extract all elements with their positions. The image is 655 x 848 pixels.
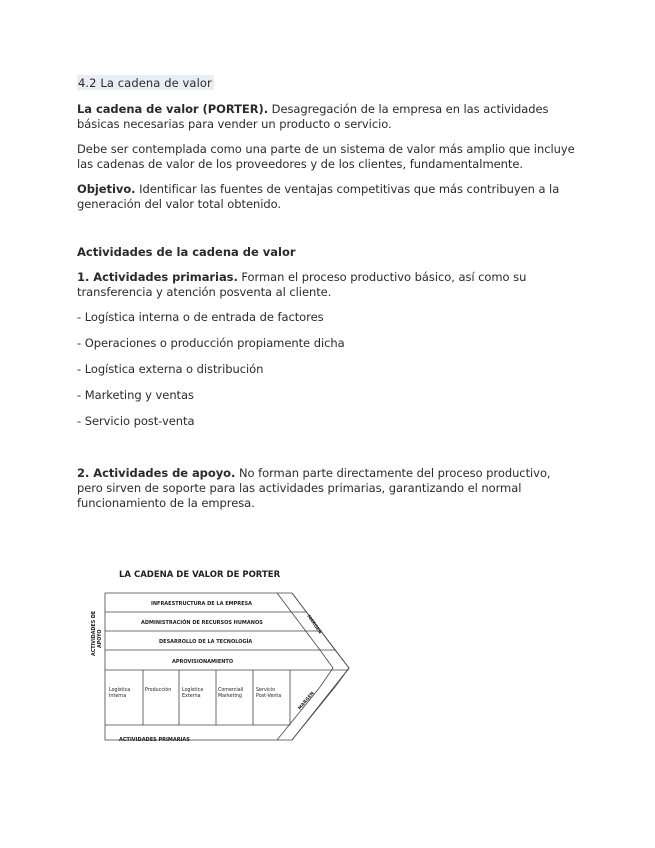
primary-col-label: Post-Venta xyxy=(256,694,282,699)
list-item: - Logística interna o de entrada de factores xyxy=(77,310,324,324)
margin-label-bottom: MARGEN xyxy=(297,691,316,712)
primary-col-label: Externa xyxy=(182,694,201,699)
primary-col-label: Marketing xyxy=(218,694,242,699)
primary-col-label: Servicio xyxy=(256,688,276,693)
support-row-label: APROVISIONAMIENTO xyxy=(172,659,234,665)
support-text: No forman parte directamente del proceso productivo, pero sirven de soporte para las actividades primarias, garantizando el normal funcionamiento de la empresa. xyxy=(77,466,551,510)
margin-label-top: MARGEN xyxy=(305,614,323,636)
primary-col-label: Producción xyxy=(145,688,172,693)
primary-col-label: Interna xyxy=(109,694,127,699)
primary-text: Forman el proceso productivo básico, así como su transferencia y atención posventa al cliente. xyxy=(77,270,527,299)
intro-bold: La cadena de valor (PORTER). xyxy=(77,102,269,116)
value-chain-outline xyxy=(105,593,349,740)
list-item: - Marketing y ventas xyxy=(77,388,194,402)
list-item: - Logística externa o distribución xyxy=(77,362,264,376)
list-item: - Operaciones o producción propiamente dicha xyxy=(77,336,345,350)
primary-bold: 1. Actividades primarias. xyxy=(77,270,238,284)
support-row-label: ADMINISTRACIÓN DE RECURSOS HUMANOS xyxy=(141,620,263,626)
activities-heading: Actividades de la cadena de valor xyxy=(77,245,296,259)
primary-col-label: Logística xyxy=(182,688,204,693)
system-paragraph: Debe ser contemplada como una parte de un sistema de valor más amplio que incluye las cadenas de valor de los proveedores y de los clientes, fundamentalmente. xyxy=(77,142,575,171)
margin-inner-line xyxy=(292,593,349,740)
support-bold: 2. Actividades de apoyo. xyxy=(77,466,236,480)
section-title: 4.2 La cadena de valor xyxy=(78,76,212,90)
support-row-label: INFRAESTRUCTURA DE LA EMPRESA xyxy=(151,601,253,607)
primary-col-label: Logística xyxy=(109,688,131,693)
primary-activities-label: ACTIVIDADES PRIMARIAS xyxy=(119,737,190,743)
objective-paragraph xyxy=(77,182,577,212)
diagram-title: LA CADENA DE VALOR DE PORTER xyxy=(119,570,281,580)
document-page xyxy=(77,72,577,521)
margin-inner-line-2 xyxy=(277,593,333,740)
intro-paragraph xyxy=(77,102,577,132)
intro-text: Desagregación de la empresa en las actividades básicas necesarias para vender un producto o servicio. xyxy=(77,102,549,131)
primary-paragraph xyxy=(77,270,577,300)
support-row-label: DESARROLLO DE LA TECNOLOGÍA xyxy=(159,639,253,645)
list-item: - Servicio post-venta xyxy=(77,414,195,428)
support-side-label: ACTIVIDADES DE xyxy=(92,610,97,656)
porter-value-chain-diagram xyxy=(77,560,377,750)
support-side-label: APOYO xyxy=(98,629,103,648)
primary-col-label: Comerciali xyxy=(218,688,244,693)
support-paragraph xyxy=(77,466,577,511)
objective-text: Identificar las fuentes de ventajas competitivas que más contribuyen a la generación del valor total obtenido. xyxy=(77,182,560,211)
objective-bold: Objetivo. xyxy=(77,182,136,196)
